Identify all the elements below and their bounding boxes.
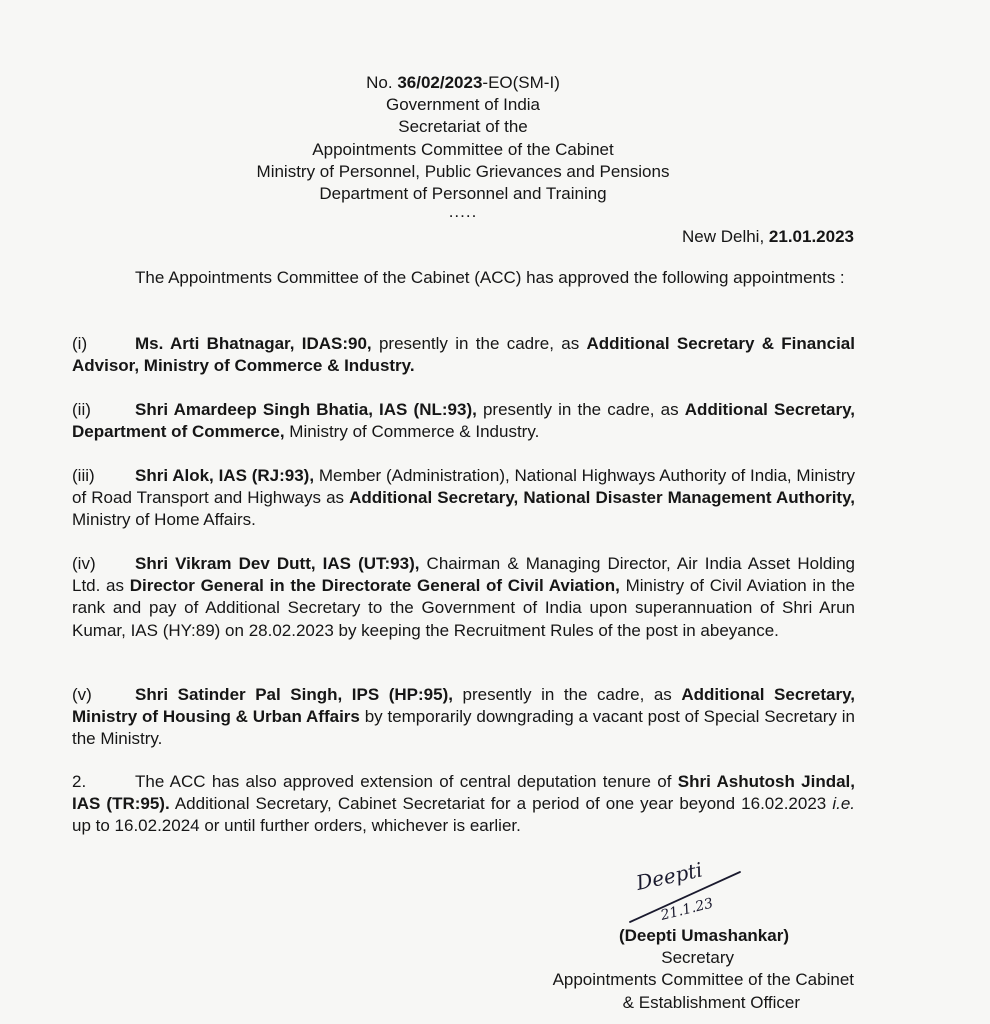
appointment-item	[72, 333, 855, 377]
item-text: by temporarily downgrading a vacant post of Special Secretary in the Ministry.	[72, 707, 855, 749]
item-label: (i)	[72, 334, 88, 353]
signature-name: Deepti	[634, 857, 705, 895]
item-text: Chairman & Managing Director, Air India Asset Holding Ltd. as	[72, 554, 855, 596]
item-post: Additional Secretary, National Disaster Management Authority,	[349, 488, 856, 508]
signature-date: 21.1.23	[659, 895, 715, 924]
dateline-date: 21.01.2023	[768, 227, 854, 246]
signatory-name: (Deepti Umashankar)	[618, 926, 789, 945]
appointment-item	[72, 465, 855, 532]
appointment-item	[72, 399, 855, 443]
ref-number-bold: 36/02/2023	[397, 73, 483, 92]
para-text: The ACC has also approved extension of central deputation tenure of	[135, 772, 678, 791]
appointment-item	[72, 684, 855, 751]
reference-number	[0, 72, 926, 94]
item-post: Additional Secretary, Ministry of Housing & Urban Affairs	[72, 685, 855, 727]
letter-header	[0, 72, 926, 222]
header-line-government: Government of India	[385, 95, 541, 115]
item-text: presently in the cadre, as	[452, 685, 682, 704]
header-line-acc: Appointments Committee of the Cabinet	[312, 139, 614, 159]
intro-paragraph	[72, 267, 855, 289]
header-line-secretariat: Secretariat of the	[398, 117, 528, 137]
signatory-org: Appointments Committee of the Cabinet	[552, 970, 854, 990]
para-officer: Shri Ashutosh Jindal, IAS (TR:95).	[72, 772, 856, 814]
item-text: Member (Administration), National Highways Authority of India, Ministry of Road Transport and Highways as	[72, 466, 855, 508]
item-text: presently in the cadre, as	[371, 334, 587, 353]
item-label: (ii)	[72, 400, 91, 419]
item-post: Additional Secretary, Department of Commerce,	[72, 400, 855, 442]
item-text: Ministry of Civil Aviation in the rank and pay of Additional Secretary to the Government of India upon superannuation of Shri Arun Kumar, IAS (HY:89) on 28.02.2023 by keeping the Recruitment Rules of the post in abeyance.	[72, 576, 855, 640]
appointment-item	[72, 553, 855, 642]
header-line-ministry: Ministry of Personnel, Public Grievances and Pensions	[256, 161, 670, 181]
header-line-department: Department of Personnel and Training	[319, 184, 607, 204]
item-label: (v)	[72, 685, 92, 704]
intro-text: The Appointments Committee of the Cabinet (ACC) has approved the following appointments :	[135, 268, 845, 287]
item-officer: Shri Vikram Dev Dutt, IAS (UT:93),	[135, 554, 420, 573]
item-officer: Shri Satinder Pal Singh, IPS (HP:95),	[135, 685, 453, 704]
para-text: Additional Secretary, Cabinet Secretariat for a period of one year beyond 16.02.2023	[169, 794, 833, 814]
item-officer: Ms. Arti Bhatnagar, IDAS:90,	[135, 334, 372, 353]
item-post: Additional Secretary & Financial Advisor, Ministry of Commerce & Industry.	[72, 334, 855, 376]
header-dots: .....	[448, 202, 478, 222]
item-officer: Shri Alok, IAS (RJ:93),	[135, 466, 315, 485]
para-label: 2.	[72, 772, 87, 791]
item-text: Ministry of Commerce & Industry.	[284, 422, 540, 442]
signatory-title: Secretary	[661, 948, 734, 968]
handwritten-signature	[600, 850, 750, 930]
item-officer: Shri Amardeep Singh Bhatia, IAS (NL:93),	[135, 400, 477, 419]
ref-prefix: No.	[366, 73, 398, 92]
paragraph-2	[72, 771, 855, 838]
signatory-role: & Establishment Officer	[622, 992, 800, 1012]
item-label: (iv)	[72, 554, 96, 573]
para-text: up to 16.02.2024 or until further orders, whichever is earlier.	[72, 816, 521, 836]
signature-block	[553, 925, 854, 1014]
item-post: Director General in the Directorate General of Civil Aviation,	[129, 576, 620, 596]
item-label: (iii)	[72, 466, 95, 485]
ref-suffix: -EO(SM-I)	[482, 73, 560, 92]
item-text: Ministry of Home Affairs.	[72, 510, 256, 530]
dateline	[682, 227, 854, 247]
dateline-place: New Delhi,	[681, 227, 769, 246]
item-text: presently in the cadre, as	[476, 400, 685, 419]
para-italic: i.e.	[832, 794, 855, 814]
